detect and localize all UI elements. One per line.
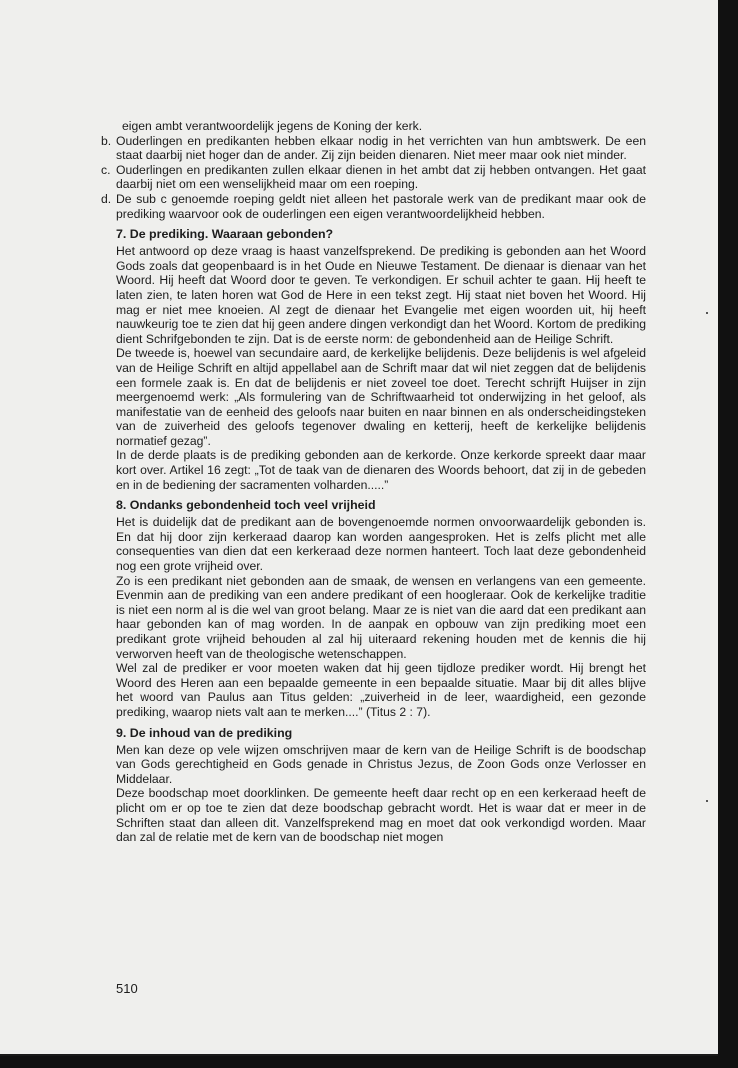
list-marker: c. — [101, 162, 111, 177]
scan-edge-bottom — [0, 1056, 738, 1068]
section-heading-9: 9. De inhoud van de prediking — [116, 725, 293, 740]
scan-edge-right — [718, 0, 738, 1068]
list-item-b — [101, 133, 646, 163]
paragraph: In de derde plaats is de prediking gebonden aan de kerkorde. Onze kerkorde spreekt daar maar kort over. Artikel 16 zegt: „Tot de taak van de dienaren des Woords behoort, dat zij in de gebeden en in de bediening der sacramenten volharden.....” — [116, 448, 646, 492]
list-marker: b. — [101, 133, 112, 148]
paragraph: Wel zal de prediker er voor moeten waken dat hij geen tijdloze prediker wordt. Hij brengt het Woord des Heren aan een bepaalde gemeente in een bepaalde situatie. Maar bij dit alles blijve het woord van Paulus aan Titus gelden: „zuiverheid in de leer, waardigheid, een gezonde prediking, waarop niets valt aan te merken....” (Titus 2 : 7). — [116, 661, 646, 719]
list-marker: d. — [101, 191, 112, 206]
paragraph: Het antwoord op deze vraag is haast vanzelfsprekend. De prediking is gebonden aan het Woord Gods zoals dat geopenbaard is in het Oude en Nieuwe Testament. De dienaar is dienaar van het Woord. Hij heeft dat Woord door te geven. Te verkondigen. Er schuil achter te gaan. Hij heeft te laten zien, te laten horen wat God de Here in een tekst zegt. Hij staat niet boven het Woord. Hij mag er niet mee knoeien. Al zegt de dienaar het Evangelie met eigen woorden uit, hij heeft nauwkeurig toe te zien dat hij geen andere dingen verkondigt dan het Woord. Kortom de prediking dient Schrifgebonden te zijn. Dat is de eerste norm: de gebondenheid aan de Heilige Schrift. — [116, 244, 646, 346]
list-item-a-continuation — [116, 119, 646, 134]
list-item-text: Ouderlingen en predikanten zullen elkaar dienen in het ambt dat zij hebben ontvangen. Het gaat daarbij niet om een wenselijkheid maar om een roeping. — [116, 162, 646, 192]
list-item-text: eigen ambt verantwoordelijk jegens de Koning der kerk. — [122, 119, 423, 133]
scan-speck — [706, 800, 708, 802]
paragraph: Men kan deze op vele wijzen omschrijven maar de kern van de Heilige Schrift is de boodschap van Gods gerechtigheid en Gods genade in Christus Jezus, de Zoon Gods onze Verlosser en Middelaar. — [116, 742, 646, 786]
section-heading-8: 8. Ondanks gebondenheid toch veel vrijheid — [116, 498, 376, 513]
scan-speck — [706, 312, 708, 314]
list-item-text: Ouderlingen en predikanten hebben elkaar nodig in het verrichten van hun ambtswerk. De een staat daarbij niet hoger dan de ander. Zij zijn beiden dienaren. Niet meer maar ook niet minder. — [116, 133, 646, 163]
list-item-text: De sub c genoemde roeping geldt niet alleen het pastorale werk van de predikant maar ook de prediking waarvoor ook de ouderlingen een eigen verantwoordelijkheid hebben. — [116, 191, 646, 221]
list-item-d — [101, 191, 646, 221]
page-number: 510 — [116, 981, 138, 996]
paragraph: Het is duidelijk dat de predikant aan de bovengenoemde normen onvoorwaardelijk gebonden is. En dat hij door zijn kerkeraad daarop kan worden aangesproken. Het is zelfs plicht met alle consequenties van dien dat een kerkeraad deze normen hanteert. Toch laat deze gebondenheid nog een grote vrijheid over. — [116, 515, 646, 574]
page-content — [101, 119, 646, 845]
paragraph: Zo is een predikant niet gebonden aan de smaak, de wensen en verlangens van een gemeente. Evenmin aan de prediking van een andere predikant of een hoogleraar. Ook de kerkelijke traditie is niet een norm al is die wel van groot belang. Maar ze is niet van die aard dat een predikant aan haar gebonden kan of mag worden. In de aanpak en opbouw van zijn prediking moet een predikant grote vrijheid behouden al zal hij uiteraard rekening houden met de kennis die hij verworven heeft van de theologische wetenschappen. — [116, 573, 646, 661]
section-heading-7: 7. De prediking. Waaraan gebonden? — [116, 227, 334, 242]
paragraph: De tweede is, hoewel van secundaire aard, de kerkelijke belijdenis. Deze belijdenis is wel afgeleid van de Heilige Schrift en altijd appellabel aan de Schrift maar dat wil niet zeggen dat de belijdenis een formele zaak is. En dat de belijdenis er niet zoveel toe doet. Terecht schrijft Huijser in zijn meergenoemd werk: „Als formulering van de Schriftwaarheid tot onderwijzing in het geloof, als manifestatie van de eenheid des geloofs naar buiten en naar binnen en als onderscheidingsteken van de zuiverheid des geloofs tegenover dwaling en ketterij, heeft de kerkelijke belijdenis normatief gezag”. — [116, 346, 646, 448]
list-item-c — [101, 162, 646, 192]
paragraph: Deze boodschap moet doorklinken. De gemeente heeft daar recht op en een kerkeraad heeft de plicht om er op toe te zien dat deze boodschap gebracht wordt. Het is waar dat er meer in de Schriften staat dan alleen dit. Vanzelfsprekend mag en moet dat ook verkondigd worden. Maar dan zal de relatie met de kern van de boodschap niet mogen — [116, 786, 646, 845]
